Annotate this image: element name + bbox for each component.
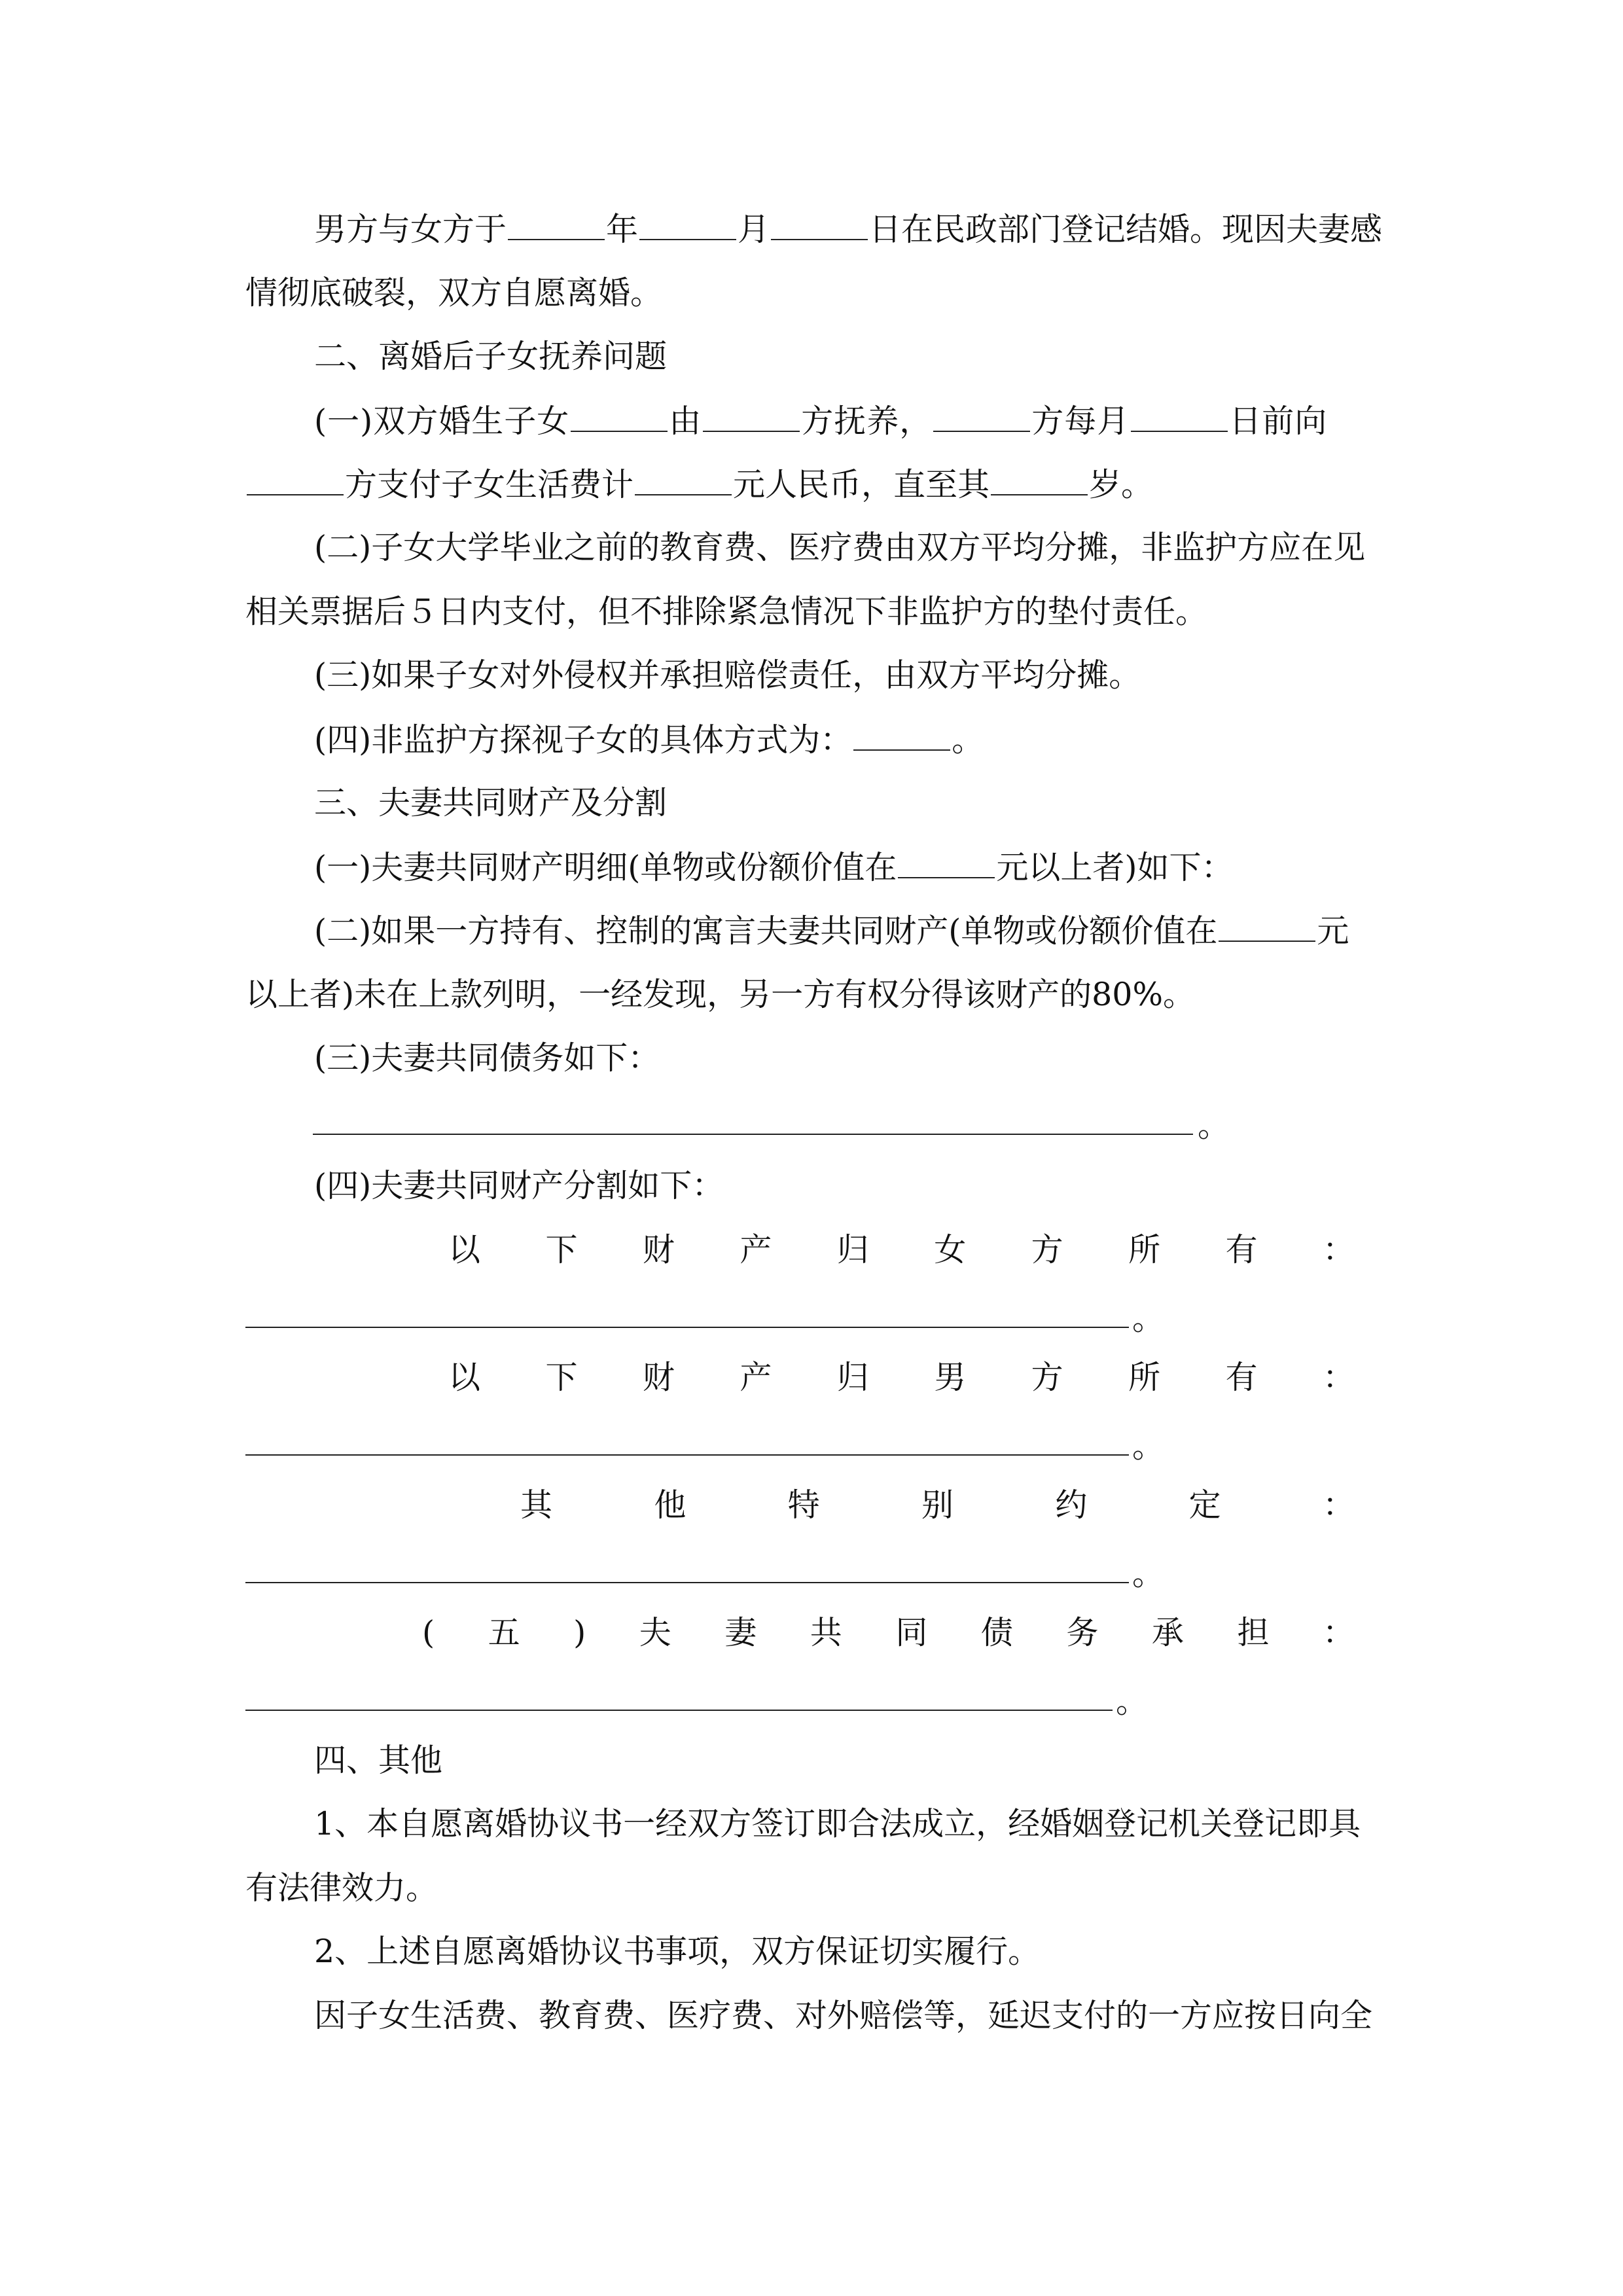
- char: 所: [1128, 1359, 1161, 1396]
- paragraph-registration-line1: [314, 211, 1383, 248]
- blank-value-threshold-2: [1219, 914, 1315, 942]
- char: 男: [934, 1359, 967, 1396]
- other-clause-1-line2: 有法律效力。: [245, 1869, 438, 1907]
- char: ：: [1322, 1614, 1355, 1651]
- char: 产: [740, 1359, 772, 1396]
- text: 年: [606, 211, 639, 248]
- char: 以: [448, 1231, 481, 1268]
- char: 下: [545, 1231, 578, 1268]
- section-heading-3: 三、夫妻共同财产及分割: [314, 784, 668, 821]
- text: 男方与女方于: [314, 211, 507, 248]
- other-clause-2: 2、上述自愿离婚协议书事项，双方保证切实履行。: [314, 1933, 1041, 1970]
- char: ：: [1322, 1359, 1355, 1396]
- blank-day: [771, 213, 868, 240]
- char: 担: [1237, 1614, 1270, 1651]
- text: (二)如果一方持有、控制的寓言夫妻共同财产(单物或份额价值在: [314, 912, 1218, 950]
- char: 承: [1151, 1614, 1184, 1651]
- male-property-fill-line: [245, 1454, 1129, 1456]
- char: 约: [1055, 1486, 1088, 1524]
- char: 有: [1225, 1359, 1258, 1396]
- char: 共: [810, 1614, 842, 1651]
- text: 由: [669, 403, 702, 440]
- paragraph-registration-line2: 情彻底破裂，双方自愿离婚。: [245, 274, 663, 312]
- education-clause-line1: (二)子女大学毕业之前的教育费、医疗费由双方平均分摊，非监护方应在见: [314, 529, 1366, 566]
- female-property-label: [448, 1231, 1355, 1268]
- property-detail-clause: [314, 851, 1233, 884]
- blank-custodian: [703, 404, 800, 432]
- char: 产: [740, 1231, 772, 1268]
- char: 债: [980, 1614, 1013, 1651]
- blank-payer: [933, 404, 1030, 432]
- blank-month: [639, 213, 736, 240]
- text: 日前向: [1229, 403, 1328, 440]
- text: 元: [1317, 912, 1349, 950]
- text: 方抚养，: [801, 403, 933, 440]
- text: 。: [1116, 1683, 1149, 1720]
- male-property-label: [448, 1359, 1355, 1396]
- text: 岁。: [1089, 466, 1154, 503]
- text: 。: [1198, 1107, 1230, 1144]
- blank-pay-day: [1131, 404, 1228, 432]
- blank-amount: [635, 468, 732, 495]
- other-clause-3: 因子女生活费、教育费、医疗费、对外赔偿等，延迟支付的一方应按日向全: [314, 1997, 1373, 2034]
- char: 有: [1225, 1231, 1258, 1268]
- char: 妻: [724, 1614, 757, 1651]
- char: ：: [1322, 1486, 1355, 1524]
- text: 。: [1132, 1427, 1165, 1465]
- visitation-clause: [314, 721, 984, 759]
- text: (一)双方婚生子女: [314, 403, 570, 440]
- section-heading-2: 二、离婚后子女抚养问题: [314, 338, 668, 375]
- blank-value-threshold: [898, 851, 995, 878]
- char: 所: [1128, 1231, 1161, 1268]
- text: 。: [1132, 1300, 1165, 1337]
- text: 。: [1132, 1555, 1165, 1592]
- joint-debt-fill-line: [313, 1134, 1193, 1135]
- custody-clause-line1: [314, 403, 1328, 440]
- text: 方每月: [1031, 403, 1130, 440]
- text: 方支付子女生活费计: [345, 466, 634, 503]
- blank-children: [571, 404, 668, 432]
- joint-debt-bearing-fill-line: [245, 1710, 1113, 1711]
- text: 月: [738, 211, 770, 248]
- char: 方: [1031, 1359, 1063, 1396]
- blank-visitation: [853, 723, 950, 751]
- char: 女: [934, 1231, 967, 1268]
- blank-age: [991, 468, 1088, 495]
- text: 元人民币，直至其: [733, 466, 990, 503]
- education-clause-line2: 相关票据后５日内支付，但不排除紧急情况下非监护方的垫付责任。: [245, 593, 1208, 630]
- char: 其: [520, 1486, 553, 1524]
- char: 五: [488, 1614, 520, 1651]
- char: 定: [1188, 1486, 1221, 1524]
- joint-debt-heading: (三)夫妻共同债务如下：: [314, 1039, 660, 1077]
- char: 同: [895, 1614, 928, 1651]
- char: 归: [836, 1231, 869, 1268]
- char: 财: [642, 1231, 675, 1268]
- blank-year: [508, 213, 605, 240]
- char: 以: [448, 1359, 481, 1396]
- custody-clause-line2: [245, 468, 1153, 501]
- char: 财: [642, 1359, 675, 1396]
- other-clause-1-line1: 1、本自愿离婚协议书一经双方签订即合法成立，经婚姻登记机关登记即具: [314, 1805, 1361, 1842]
- char: 下: [545, 1359, 578, 1396]
- char: 别: [921, 1486, 954, 1524]
- hidden-property-clause-line2: 以上者)未在上款列明，一经发现，另一方有权分得该财产的80%。: [245, 976, 1196, 1013]
- text: 元以上者)如下：: [996, 849, 1234, 886]
- tort-clause: (三)如果子女对外侵权并承担赔偿责任，由双方平均分摊。: [314, 656, 1141, 694]
- property-division-heading: (四)夫妻共同财产分割如下：: [314, 1167, 724, 1204]
- char: 方: [1031, 1231, 1063, 1268]
- text: (四)非监护方探视子女的具体方式为：: [314, 721, 853, 759]
- text: 。: [952, 721, 984, 759]
- other-agreement-fill-line: [245, 1582, 1129, 1583]
- other-agreement-label: [520, 1486, 1355, 1524]
- section-heading-4: 四、其他: [314, 1742, 443, 1779]
- char: 归: [836, 1359, 869, 1396]
- char: 特: [787, 1486, 820, 1524]
- char: 夫: [639, 1614, 671, 1651]
- blank-payee: [247, 468, 344, 495]
- char: ): [573, 1614, 586, 1651]
- joint-debt-bearing-label: [422, 1614, 1355, 1651]
- char: (: [422, 1614, 435, 1651]
- char: 他: [654, 1486, 687, 1524]
- text: 日在民政部门登记结婚。现因夫妻感: [869, 211, 1383, 248]
- text: (一)夫妻共同财产明细(单物或份额价值在: [314, 849, 897, 886]
- hidden-property-clause-line1: [314, 912, 1349, 950]
- char: ：: [1322, 1231, 1355, 1268]
- female-property-fill-line: [245, 1327, 1129, 1328]
- char: 务: [1066, 1614, 1099, 1651]
